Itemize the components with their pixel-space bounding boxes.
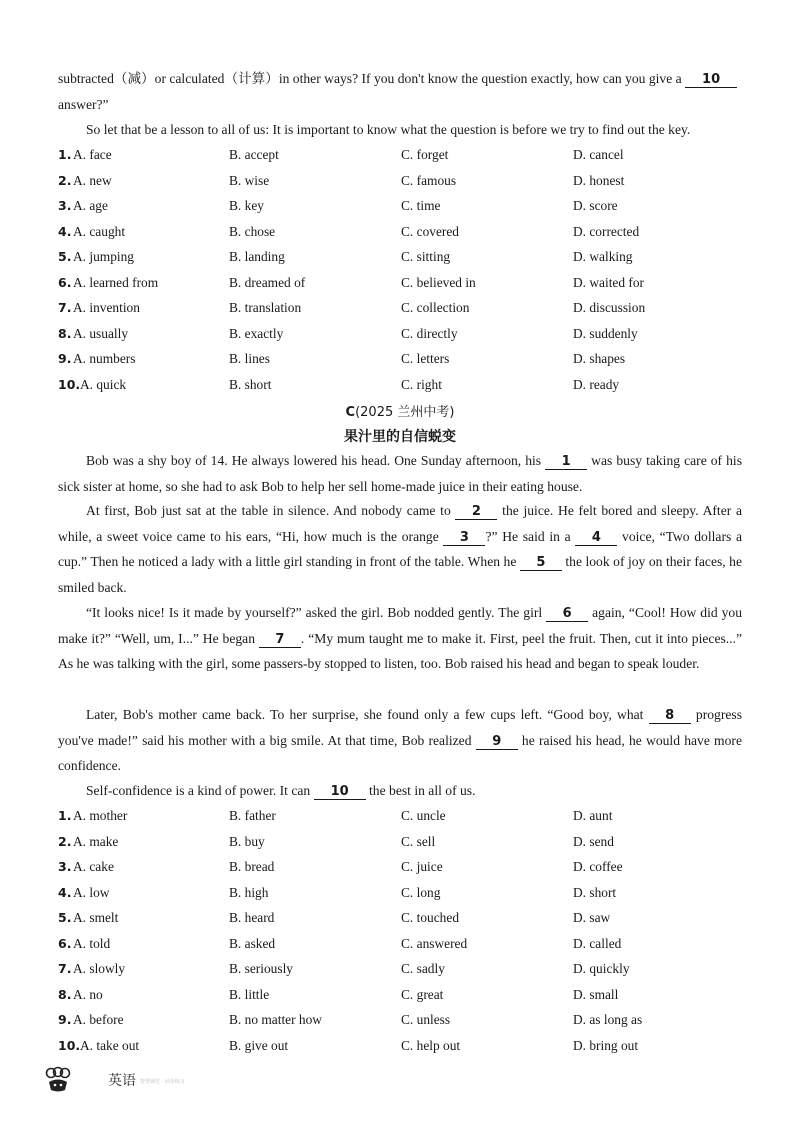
option-a[interactable]: A. invention: [73, 300, 140, 315]
passage-c-paragraph-3: [58, 600, 742, 677]
passage-b-ending: [58, 66, 742, 117]
question-number: 1.: [58, 147, 72, 162]
blank-7[interactable]: 7: [259, 633, 301, 648]
question-row: [58, 931, 758, 957]
passage-b-line1: subtracted（减）or calculated（计算）in other ways? If you don't know the question exactly, how can you give a: [58, 71, 686, 86]
blank-1[interactable]: 1: [545, 455, 587, 470]
question-number: 2.: [58, 172, 72, 188]
option-b[interactable]: B. short: [229, 376, 272, 392]
option-d[interactable]: D. walking: [573, 249, 633, 264]
question-number: 7.: [58, 961, 72, 976]
option-d[interactable]: D. corrected: [573, 223, 640, 239]
option-c[interactable]: C. believed in: [401, 274, 476, 290]
option-b[interactable]: B. accept: [229, 147, 279, 162]
question-number: 4.: [58, 223, 72, 239]
option-d[interactable]: D. quickly: [573, 961, 630, 976]
option-d[interactable]: D. shapes: [573, 351, 626, 366]
question-number: 6.: [58, 274, 72, 290]
passage-c-paragraph-4: [58, 702, 742, 779]
option-a[interactable]: A. told: [73, 935, 111, 951]
option-c[interactable]: C. touched: [401, 910, 460, 925]
option-d[interactable]: D. bring out: [573, 1037, 639, 1053]
option-c[interactable]: C. letters: [401, 351, 450, 366]
option-c[interactable]: C. uncle: [401, 808, 446, 823]
blank-10[interactable]: 10: [685, 73, 737, 88]
option-b[interactable]: B. father: [229, 808, 276, 823]
option-c[interactable]: C. directly: [401, 325, 458, 341]
question-row: [58, 880, 758, 906]
option-b[interactable]: B. high: [229, 884, 269, 900]
question-row: [58, 193, 758, 219]
option-a[interactable]: A. new: [73, 172, 112, 188]
question-row: [58, 956, 758, 982]
option-d[interactable]: D. suddenly: [573, 325, 638, 341]
option-d[interactable]: D. as long as: [573, 1012, 643, 1027]
blank-5[interactable]: 5: [520, 556, 562, 571]
passage-text: . “My mum taught me to make it. First, peel the fruit. Then, cut it into pieces...” As he was talking with the girl, some passers-by stopped to listen, too. Bob raised his head and began to speak louder.: [58, 630, 742, 671]
question-row: [58, 270, 758, 296]
passage-text: he raised his head, he would have more confidence.: [58, 732, 742, 773]
question-number: 10.: [58, 376, 81, 392]
option-b[interactable]: B. give out: [229, 1037, 289, 1053]
question-number: 5.: [58, 910, 72, 925]
question-row: [58, 1033, 758, 1059]
option-c[interactable]: C. sitting: [401, 249, 451, 264]
question-number: 9.: [58, 1012, 72, 1027]
option-c[interactable]: C. right: [401, 376, 442, 392]
option-c[interactable]: C. help out: [401, 1037, 461, 1053]
option-c[interactable]: C. forget: [401, 147, 449, 162]
option-d[interactable]: D. send: [573, 833, 614, 849]
question-row: [58, 905, 758, 931]
blank-6[interactable]: 6: [546, 607, 588, 622]
question-row: [58, 829, 758, 855]
option-a[interactable]: A. no: [73, 986, 103, 1002]
option-d[interactable]: D. ready: [573, 376, 620, 392]
option-b[interactable]: B. translation: [229, 300, 302, 315]
question-row: [58, 372, 758, 398]
option-b[interactable]: B. chose: [229, 223, 276, 239]
options-b-list: [58, 142, 758, 397]
passage-c-paragraph-2: [58, 498, 742, 600]
passage-text: ?” He said in a: [485, 528, 576, 544]
blank-2[interactable]: 2: [455, 505, 497, 520]
blank-8[interactable]: 8: [649, 709, 691, 724]
option-b[interactable]: B. dreamed of: [229, 274, 306, 290]
option-b[interactable]: B. wise: [229, 172, 270, 188]
option-a[interactable]: A. quick: [80, 376, 127, 392]
option-d[interactable]: D. honest: [573, 172, 625, 188]
option-d[interactable]: D. short: [573, 884, 617, 900]
option-b[interactable]: B. lines: [229, 351, 270, 366]
option-a[interactable]: A. face: [73, 147, 112, 162]
section-c-heading: [0, 401, 800, 420]
option-a[interactable]: A. make: [73, 833, 119, 849]
option-a[interactable]: A. low: [73, 884, 110, 900]
question-number: 10.: [58, 1037, 81, 1053]
question-row: [58, 219, 758, 245]
option-a[interactable]: A. jumping: [73, 249, 135, 264]
question-number: 6.: [58, 935, 72, 951]
passage-text: the look of joy on their faces, he smiled back.: [58, 554, 742, 595]
footer-fine-print: 智慧课堂 · 同步练习: [140, 1078, 185, 1085]
passage-text: was busy taking care of his sick sister at home, so she had to ask Bob to help her sell home-made juice in their eating house.: [58, 453, 742, 494]
option-c[interactable]: C. sadly: [401, 961, 445, 976]
option-c[interactable]: C. answered: [401, 935, 468, 951]
question-row: [58, 244, 758, 270]
option-b[interactable]: B. no matter how: [229, 1012, 322, 1027]
option-b[interactable]: B. seriously: [229, 961, 293, 976]
passage-text: progress you've made!” said his mother with a big smile. At that time, Bob realized: [58, 707, 742, 748]
passage-c-paragraph-1: [58, 448, 742, 499]
option-d[interactable]: D. saw: [573, 910, 611, 925]
passage-text: Self-confidence is a kind of power. It can: [86, 783, 314, 798]
option-c[interactable]: C. collection: [401, 300, 470, 315]
question-number: 5.: [58, 249, 72, 264]
question-number: 7.: [58, 300, 72, 315]
option-a[interactable]: A. slowly: [73, 961, 126, 976]
passage-text: Later, Bob's mother came back. To her surprise, she found only a few cups left. “Good boy, what: [86, 707, 649, 722]
section-c-title: 果汁里的自信蜕变: [344, 429, 456, 445]
option-a[interactable]: A. caught: [73, 223, 126, 239]
option-b[interactable]: B. heard: [229, 910, 275, 925]
section-c-label: C: [345, 405, 356, 420]
passage-text: voice, “Two dollars a cup.” Then he noticed a lady with a little girl standing in front of the table. When he: [58, 528, 742, 569]
option-d[interactable]: D. cancel: [573, 147, 624, 162]
option-a[interactable]: A. age: [73, 198, 108, 213]
question-row: [58, 346, 758, 372]
option-a[interactable]: A. before: [73, 1012, 124, 1027]
option-c[interactable]: C. juice: [401, 859, 443, 874]
question-row: [58, 803, 758, 829]
option-a[interactable]: A. smelt: [73, 910, 119, 925]
option-b[interactable]: B. bread: [229, 859, 275, 874]
question-number: 2.: [58, 833, 72, 849]
option-c[interactable]: C. covered: [401, 223, 460, 239]
question-number: 8.: [58, 986, 72, 1002]
option-d[interactable]: D. score: [573, 198, 618, 213]
passage-c-paragraph-5: [58, 778, 742, 804]
passage-text: “It looks nice! Is it made by yourself?” asked the girl. Bob nodded gently. The girl: [86, 605, 547, 620]
section-c-source: (2025 兰州中考): [355, 405, 455, 420]
passage-text: again, “Cool! How did you make it?” “Well, um, I...” He began: [58, 605, 742, 646]
option-b[interactable]: B. landing: [229, 249, 285, 264]
passage-text: the juice. He felt bored and sleepy. After a while, a sweet voice came to his ears, “Hi, how much is the orange: [58, 503, 743, 544]
passage-text: the best in all of us.: [365, 783, 476, 798]
question-row: [58, 321, 758, 347]
options-c-list: [58, 803, 758, 1058]
blank-9[interactable]: 9: [476, 735, 518, 750]
option-b[interactable]: B. little: [229, 986, 270, 1002]
option-d[interactable]: D. coffee: [573, 859, 623, 874]
subject-label: [108, 1070, 185, 1090]
option-a[interactable]: A. cake: [73, 859, 114, 874]
option-c[interactable]: C. sell: [401, 833, 436, 849]
option-c[interactable]: C. time: [401, 198, 441, 213]
question-number: 4.: [58, 884, 72, 900]
blank-3[interactable]: 3: [443, 531, 485, 546]
option-b[interactable]: B. asked: [229, 935, 276, 951]
question-number: 8.: [58, 325, 72, 341]
option-c[interactable]: C. famous: [401, 172, 457, 188]
option-d[interactable]: D. small: [573, 986, 619, 1002]
option-c[interactable]: C. great: [401, 986, 444, 1002]
option-d[interactable]: D. aunt: [573, 808, 613, 823]
option-a[interactable]: A. numbers: [73, 351, 136, 366]
blank-10[interactable]: 10: [314, 785, 366, 800]
question-number: 1.: [58, 808, 72, 823]
passage-b-moral: So let that be a lesson to all of us: It is important to know what the question is before we try to find out the key.: [86, 122, 691, 137]
passage-text: At first, Bob just sat at the table in silence. And nobody came to: [86, 503, 456, 518]
option-d[interactable]: D. discussion: [573, 300, 646, 315]
option-d[interactable]: D. called: [573, 935, 622, 951]
subject-text: 英语: [108, 1073, 136, 1089]
option-a[interactable]: A. mother: [73, 808, 128, 823]
passage-text: Bob was a shy boy of 14. He always lowered his head. One Sunday afternoon, his: [86, 453, 546, 468]
question-row: [58, 1007, 758, 1033]
option-b[interactable]: B. key: [229, 198, 264, 213]
option-d[interactable]: D. waited for: [573, 274, 645, 290]
question-number: 3.: [58, 859, 72, 874]
option-a[interactable]: A. take out: [80, 1037, 140, 1053]
passage-b-line2: answer?”: [58, 96, 109, 112]
question-row: [58, 982, 758, 1008]
option-c[interactable]: C. long: [401, 884, 441, 900]
question-number: 9.: [58, 351, 72, 366]
question-row: [58, 854, 758, 880]
question-row: [58, 295, 758, 321]
option-b[interactable]: B. exactly: [229, 325, 284, 341]
mascot-logo-icon: [44, 1064, 72, 1094]
option-a[interactable]: A. learned from: [73, 274, 159, 290]
question-number: 3.: [58, 198, 72, 213]
option-a[interactable]: A. usually: [73, 325, 129, 341]
option-b[interactable]: B. buy: [229, 833, 265, 849]
blank-4[interactable]: 4: [575, 531, 617, 546]
question-row: [58, 142, 758, 168]
question-row: [58, 168, 758, 194]
option-c[interactable]: C. unless: [401, 1012, 451, 1027]
